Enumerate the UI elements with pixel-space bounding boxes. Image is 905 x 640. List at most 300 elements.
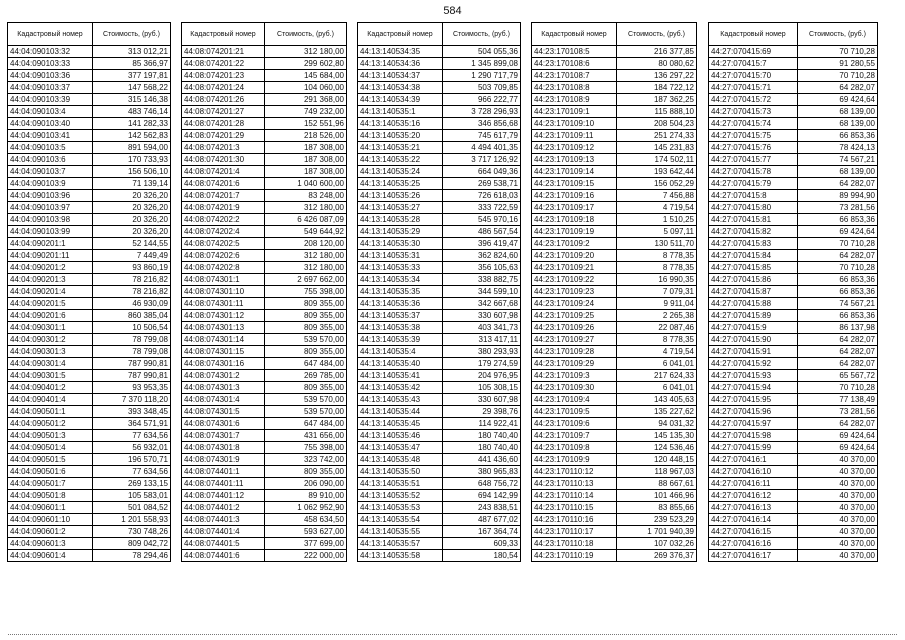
cost-cell: 809 042,72	[93, 538, 171, 550]
table-row	[709, 406, 878, 418]
table-row	[8, 106, 171, 118]
cadastral-number-cell: 44:13:140535:4	[358, 346, 443, 358]
table-row	[182, 502, 347, 514]
cost-cell: 71 139,14	[93, 178, 171, 190]
cadastral-number-cell: 44:08:074201:7	[182, 190, 265, 202]
table-row	[532, 334, 697, 346]
cost-cell: 441 436,60	[443, 454, 521, 466]
cost-cell: 609,33	[443, 538, 521, 550]
cadastral-number-cell: 44:13:140535:20	[358, 130, 443, 142]
cost-cell: 458 634,50	[265, 514, 347, 526]
cost-cell: 180 740,40	[443, 442, 521, 454]
table-row	[8, 442, 171, 454]
cadastral-number-cell: 44:23:170109:2	[532, 238, 617, 250]
cadastral-number-cell: 44:04:090301:5	[8, 370, 93, 382]
cost-cell: 78 216,82	[93, 274, 171, 286]
cost-cell: 167 364,74	[443, 526, 521, 538]
cost-cell: 78 216,82	[93, 286, 171, 298]
cadastral-number-cell: 44:23:170110:18	[532, 538, 617, 550]
table-row	[709, 238, 878, 250]
cadastral-number-cell: 44:23:170109:15	[532, 178, 617, 190]
table-row	[182, 430, 347, 442]
table-row	[8, 70, 171, 82]
cadastral-number-cell: 44:27:070415:72	[709, 94, 798, 106]
table-row	[182, 178, 347, 190]
table-row	[532, 418, 697, 430]
cost-cell: 20 326,20	[93, 226, 171, 238]
table-row	[8, 298, 171, 310]
table-row	[709, 118, 878, 130]
cadastral-number-cell: 44:04:090501:8	[8, 490, 93, 502]
table-row	[8, 58, 171, 70]
cadastral-number-cell: 44:04:090301:4	[8, 358, 93, 370]
cadastral-number-cell: 44:04:090301:3	[8, 346, 93, 358]
cadastral-number-cell: 44:04:090501:7	[8, 478, 93, 490]
table-row	[8, 178, 171, 190]
cost-cell: 56 932,01	[93, 442, 171, 454]
cadastral-number-cell: 44:04:090103:4	[8, 106, 93, 118]
cost-cell: 809 355,00	[265, 310, 347, 322]
cost-cell: 313 012,21	[93, 46, 171, 58]
bottom-rule	[8, 634, 897, 637]
cost-cell: 364 571,91	[93, 418, 171, 430]
table-row	[532, 358, 697, 370]
header-row	[182, 23, 347, 46]
table-row	[182, 142, 347, 154]
table-row	[182, 382, 347, 394]
cost-cell: 8 778,35	[617, 250, 697, 262]
table-row	[8, 370, 171, 382]
cost-cell: 104 060,00	[265, 82, 347, 94]
cost-cell: 20 326,20	[93, 190, 171, 202]
table-row	[358, 166, 521, 178]
cadastral-number-cell: 44:27:070416:13	[709, 502, 798, 514]
cadastral-number-cell: 44:27:070415:83	[709, 238, 798, 250]
cadastral-number-cell: 44:13:140534:38	[358, 82, 443, 94]
table-row	[358, 238, 521, 250]
table-row	[182, 394, 347, 406]
cost-cell: 647 484,00	[265, 418, 347, 430]
table-row	[8, 334, 171, 346]
cadastral-number-cell: 44:23:170109:7	[532, 430, 617, 442]
cost-cell: 40 370,00	[798, 514, 878, 526]
cost-cell: 187 308,00	[265, 166, 347, 178]
table-row	[8, 214, 171, 226]
cost-cell: 344 599,10	[443, 286, 521, 298]
table-row	[709, 274, 878, 286]
table-row	[709, 250, 878, 262]
table-row	[358, 526, 521, 538]
cadastral-number-cell: 44:13:140535:54	[358, 514, 443, 526]
table-row	[532, 214, 697, 226]
cadastral-number-cell: 44:04:090501:2	[8, 418, 93, 430]
cadastral-number-cell: 44:04:090601:4	[8, 550, 93, 562]
cost-cell: 118 967,03	[617, 466, 697, 478]
table-row	[182, 358, 347, 370]
cadastral-number-cell: 44:04:090401:4	[8, 394, 93, 406]
cost-cell: 180 740,40	[443, 430, 521, 442]
table-row	[358, 394, 521, 406]
cost-cell: 745 617,79	[443, 130, 521, 142]
cadastral-number-cell: 44:04:090103:32	[8, 46, 93, 58]
cadastral-number-cell: 44:13:140534:39	[358, 94, 443, 106]
table-row	[358, 322, 521, 334]
table-row	[532, 394, 697, 406]
cadastral-number-cell: 44:27:070415:74	[709, 118, 798, 130]
cadastral-number-cell: 44:13:140535:42	[358, 382, 443, 394]
table-row	[8, 130, 171, 142]
cost-cell: 145 684,00	[265, 70, 347, 82]
table-row	[8, 490, 171, 502]
cost-cell: 1 510,25	[617, 214, 697, 226]
header-cadastral-number: Кадастровый номер	[8, 23, 93, 46]
cost-cell: 120 448,15	[617, 454, 697, 466]
cadastral-number-cell: 44:13:140535:38	[358, 322, 443, 334]
cadastral-number-cell: 44:23:170109:12	[532, 142, 617, 154]
cadastral-number-cell: 44:27:070415:97	[709, 418, 798, 430]
cost-cell: 647 484,00	[265, 358, 347, 370]
cadastral-number-cell: 44:27:070415:75	[709, 130, 798, 142]
cost-cell: 65 567,72	[798, 370, 878, 382]
table-row	[532, 406, 697, 418]
cost-cell: 312 180,00	[265, 250, 347, 262]
cost-cell: 787 990,81	[93, 358, 171, 370]
table-row	[709, 454, 878, 466]
cost-cell: 187 308,00	[265, 142, 347, 154]
table-row	[358, 286, 521, 298]
cost-cell: 251 274,33	[617, 130, 697, 142]
cadastral-number-cell: 44:13:140534:35	[358, 46, 443, 58]
cost-cell: 1 290 717,79	[443, 70, 521, 82]
cost-cell: 312 180,00	[265, 202, 347, 214]
cadastral-number-cell: 44:13:140535:31	[358, 250, 443, 262]
cost-cell: 315 146,38	[93, 94, 171, 106]
cadastral-number-cell: 44:08:074202:6	[182, 250, 265, 262]
table-row	[358, 178, 521, 190]
cadastral-number-cell: 44:08:074201:26	[182, 94, 265, 106]
cost-cell: 7 456,88	[617, 190, 697, 202]
cost-cell: 269 376,37	[617, 550, 697, 562]
cadastral-number-cell: 44:04:090103:97	[8, 202, 93, 214]
header-cost: Стоимость, (руб.)	[443, 23, 521, 46]
cost-cell: 74 567,21	[798, 298, 878, 310]
table-row	[358, 310, 521, 322]
cost-cell: 593 627,00	[265, 526, 347, 538]
cost-cell: 539 570,00	[265, 334, 347, 346]
table-row	[358, 214, 521, 226]
cadastral-number-cell: 44:13:140535:25	[358, 178, 443, 190]
table-row	[709, 382, 878, 394]
cost-cell: 143 405,63	[617, 394, 697, 406]
cost-cell: 8 778,35	[617, 262, 697, 274]
cost-cell: 70 710,28	[798, 262, 878, 274]
cost-cell: 69 424,64	[798, 226, 878, 238]
table-row	[182, 526, 347, 538]
cost-cell: 2 265,38	[617, 310, 697, 322]
table-row	[532, 178, 697, 190]
cost-cell: 107 032,26	[617, 538, 697, 550]
cost-cell: 208 504,23	[617, 118, 697, 130]
table-row	[532, 190, 697, 202]
cadastral-number-cell: 44:23:170109:10	[532, 118, 617, 130]
cadastral-number-cell: 44:27:070415:84	[709, 250, 798, 262]
table-row	[358, 190, 521, 202]
cost-cell: 1 345 899,08	[443, 58, 521, 70]
cadastral-number-cell: 44:04:090103:99	[8, 226, 93, 238]
cost-cell: 3 728 296,93	[443, 106, 521, 118]
table-row	[709, 142, 878, 154]
cadastral-number-cell: 44:27:070415:86	[709, 274, 798, 286]
table-row	[532, 82, 697, 94]
cadastral-number-cell: 44:04:090501:3	[8, 430, 93, 442]
cadastral-number-cell: 44:23:170110:12	[532, 466, 617, 478]
table-row	[709, 466, 878, 478]
table-row	[8, 118, 171, 130]
cost-cell: 330 607,98	[443, 394, 521, 406]
cost-cell: 52 144,55	[93, 238, 171, 250]
table-row	[358, 502, 521, 514]
table-row	[358, 334, 521, 346]
cadastral-number-cell: 44:08:074202:2	[182, 214, 265, 226]
cadastral-number-cell: 44:08:074301:1	[182, 274, 265, 286]
cadastral-number-cell: 44:13:140535:50	[358, 466, 443, 478]
table-row	[532, 202, 697, 214]
cadastral-number-cell: 44:08:074201:9	[182, 202, 265, 214]
cadastral-number-cell: 44:27:070415:88	[709, 298, 798, 310]
cost-cell: 809 355,00	[265, 466, 347, 478]
table-row	[182, 514, 347, 526]
cost-cell: 88 667,61	[617, 478, 697, 490]
table-row	[532, 238, 697, 250]
table-row	[358, 274, 521, 286]
cost-cell: 1 701 940,39	[617, 526, 697, 538]
cadastral-number-cell: 44:04:090601:10	[8, 514, 93, 526]
cadastral-number-cell: 44:13:140535:34	[358, 274, 443, 286]
cost-cell: 545 970,16	[443, 214, 521, 226]
table-row	[182, 154, 347, 166]
table-row	[709, 478, 878, 490]
cadastral-number-cell: 44:27:070415:99	[709, 442, 798, 454]
table-row	[358, 490, 521, 502]
cadastral-number-cell: 44:13:140535:16	[358, 118, 443, 130]
table-row	[8, 322, 171, 334]
table-row	[532, 502, 697, 514]
cost-cell: 755 398,00	[265, 286, 347, 298]
cost-cell: 78 294,46	[93, 550, 171, 562]
cost-cell: 77 634,56	[93, 466, 171, 478]
table-row	[8, 310, 171, 322]
cost-cell: 22 087,46	[617, 322, 697, 334]
cost-cell: 342 667,68	[443, 298, 521, 310]
cadastral-number-cell: 44:04:090103:36	[8, 70, 93, 82]
cost-cell: 64 282,07	[798, 346, 878, 358]
cost-cell: 141 282,33	[93, 118, 171, 130]
cost-cell: 5 097,11	[617, 226, 697, 238]
cost-cell: 730 748,26	[93, 526, 171, 538]
cost-cell: 269 133,15	[93, 478, 171, 490]
cadastral-number-cell: 44:23:170109:13	[532, 154, 617, 166]
header-cadastral-number: Кадастровый номер	[709, 23, 798, 46]
cadastral-number-cell: 44:13:140535:55	[358, 526, 443, 538]
cost-cell: 64 282,07	[798, 334, 878, 346]
cost-cell: 64 282,07	[798, 178, 878, 190]
cost-cell: 377 197,81	[93, 70, 171, 82]
table-row	[8, 82, 171, 94]
table-row	[358, 82, 521, 94]
table-row	[709, 310, 878, 322]
cost-cell: 196 570,71	[93, 454, 171, 466]
cadastral-number-cell: 44:08:074301:5	[182, 406, 265, 418]
table-row	[358, 130, 521, 142]
table-row	[358, 202, 521, 214]
cadastral-number-cell: 44:23:170110:15	[532, 502, 617, 514]
cadastral-number-cell: 44:08:074201:22	[182, 58, 265, 70]
cost-cell: 218 526,00	[265, 130, 347, 142]
cadastral-number-cell: 44:27:070415:77	[709, 154, 798, 166]
cost-cell: 187 362,25	[617, 94, 697, 106]
cost-cell: 362 824,60	[443, 250, 521, 262]
table-row	[358, 154, 521, 166]
cost-cell: 73 281,56	[798, 406, 878, 418]
cadastral-table-5	[708, 22, 878, 562]
cadastral-number-cell: 44:08:074401:4	[182, 526, 265, 538]
cost-cell: 749 232,00	[265, 106, 347, 118]
cost-cell: 69 424,64	[798, 94, 878, 106]
cost-cell: 68 139,00	[798, 166, 878, 178]
cost-cell: 124 536,46	[617, 442, 697, 454]
cost-cell: 93 860,19	[93, 262, 171, 274]
cadastral-number-cell: 44:27:070416:12	[709, 490, 798, 502]
table-row	[709, 502, 878, 514]
table-row	[358, 118, 521, 130]
cadastral-number-cell: 44:23:170109:28	[532, 346, 617, 358]
table-row	[709, 394, 878, 406]
cost-cell: 239 523,29	[617, 514, 697, 526]
cadastral-number-cell: 44:13:140535:29	[358, 226, 443, 238]
cadastral-number-cell: 44:08:074401:3	[182, 514, 265, 526]
cost-cell: 403 341,73	[443, 322, 521, 334]
table-row	[182, 466, 347, 478]
table-row	[532, 166, 697, 178]
cost-cell: 377 699,00	[265, 538, 347, 550]
table-row	[182, 58, 347, 70]
table-row	[8, 430, 171, 442]
cadastral-number-cell: 44:04:090201:3	[8, 274, 93, 286]
table-row	[182, 310, 347, 322]
cost-cell: 68 139,00	[798, 106, 878, 118]
cadastral-number-cell: 44:13:140535:47	[358, 442, 443, 454]
cadastral-number-cell: 44:04:090103:33	[8, 58, 93, 70]
cost-cell: 114 922,41	[443, 418, 521, 430]
cadastral-number-cell: 44:13:140535:37	[358, 310, 443, 322]
cadastral-number-cell: 44:13:140535:43	[358, 394, 443, 406]
table-row	[182, 214, 347, 226]
cost-cell: 86 137,98	[798, 322, 878, 334]
cost-cell: 269 538,71	[443, 178, 521, 190]
cadastral-number-cell: 44:13:140535:52	[358, 490, 443, 502]
cost-cell: 7 449,49	[93, 250, 171, 262]
cost-cell: 142 562,83	[93, 130, 171, 142]
cost-cell: 4 719,54	[617, 346, 697, 358]
table-row	[532, 106, 697, 118]
cost-cell: 105 308,15	[443, 382, 521, 394]
table-row	[182, 130, 347, 142]
table-row	[532, 274, 697, 286]
table-row	[709, 94, 878, 106]
cost-cell: 40 370,00	[798, 466, 878, 478]
cadastral-number-cell: 44:23:170109:6	[532, 418, 617, 430]
cost-cell: 787 990,81	[93, 370, 171, 382]
table-row	[358, 382, 521, 394]
cost-cell: 85 366,97	[93, 58, 171, 70]
cadastral-number-cell: 44:27:070416:17	[709, 550, 798, 562]
cadastral-number-cell: 44:13:140535:51	[358, 478, 443, 490]
cadastral-number-cell: 44:08:074301:3	[182, 382, 265, 394]
cadastral-number-cell: 44:08:074401:2	[182, 502, 265, 514]
cost-cell: 156 506,10	[93, 166, 171, 178]
cost-cell: 64 282,07	[798, 250, 878, 262]
table-row	[8, 190, 171, 202]
table-row	[532, 298, 697, 310]
table-row	[358, 370, 521, 382]
cadastral-number-cell: 44:23:170109:23	[532, 286, 617, 298]
cost-cell: 243 838,51	[443, 502, 521, 514]
table-row	[709, 346, 878, 358]
table-row	[182, 370, 347, 382]
cost-cell: 77 634,56	[93, 430, 171, 442]
cost-cell: 755 398,00	[265, 442, 347, 454]
cost-cell: 356 105,63	[443, 262, 521, 274]
cadastral-number-cell: 44:23:170110:17	[532, 526, 617, 538]
table-row	[8, 526, 171, 538]
cadastral-number-cell: 44:04:090201:1	[8, 238, 93, 250]
cost-cell: 269 785,00	[265, 370, 347, 382]
cost-cell: 323 742,00	[265, 454, 347, 466]
cost-cell: 217 624,33	[617, 370, 697, 382]
cadastral-number-cell: 44:08:074401:5	[182, 538, 265, 550]
cadastral-number-cell: 44:13:140535:41	[358, 370, 443, 382]
table-row	[532, 118, 697, 130]
table-row	[532, 514, 697, 526]
cost-cell: 70 710,28	[798, 238, 878, 250]
table-row	[182, 46, 347, 58]
cadastral-number-cell: 44:04:090201:2	[8, 262, 93, 274]
cost-cell: 1 040 600,00	[265, 178, 347, 190]
cadastral-number-cell: 44:08:074202:8	[182, 262, 265, 274]
cadastral-number-cell: 44:27:070415:95	[709, 394, 798, 406]
table-row	[182, 94, 347, 106]
cost-cell: 80 080,62	[617, 58, 697, 70]
cadastral-number-cell: 44:27:070415:92	[709, 358, 798, 370]
cadastral-number-cell: 44:23:170109:8	[532, 442, 617, 454]
cadastral-number-cell: 44:23:170109:18	[532, 214, 617, 226]
table-row	[182, 202, 347, 214]
table-row	[8, 454, 171, 466]
cadastral-number-cell: 44:04:090201:6	[8, 310, 93, 322]
table-row	[532, 286, 697, 298]
cost-cell: 648 756,72	[443, 478, 521, 490]
cost-cell: 66 853,36	[798, 274, 878, 286]
cadastral-table-1	[7, 22, 171, 562]
table-row	[182, 286, 347, 298]
cadastral-number-cell: 44:13:140535:30	[358, 238, 443, 250]
cost-cell: 312 180,00	[265, 46, 347, 58]
cadastral-number-cell: 44:27:070415:73	[709, 106, 798, 118]
cost-cell: 393 348,45	[93, 406, 171, 418]
table-row	[182, 322, 347, 334]
cadastral-number-cell: 44:27:070415:69	[709, 46, 798, 58]
table-row	[182, 538, 347, 550]
